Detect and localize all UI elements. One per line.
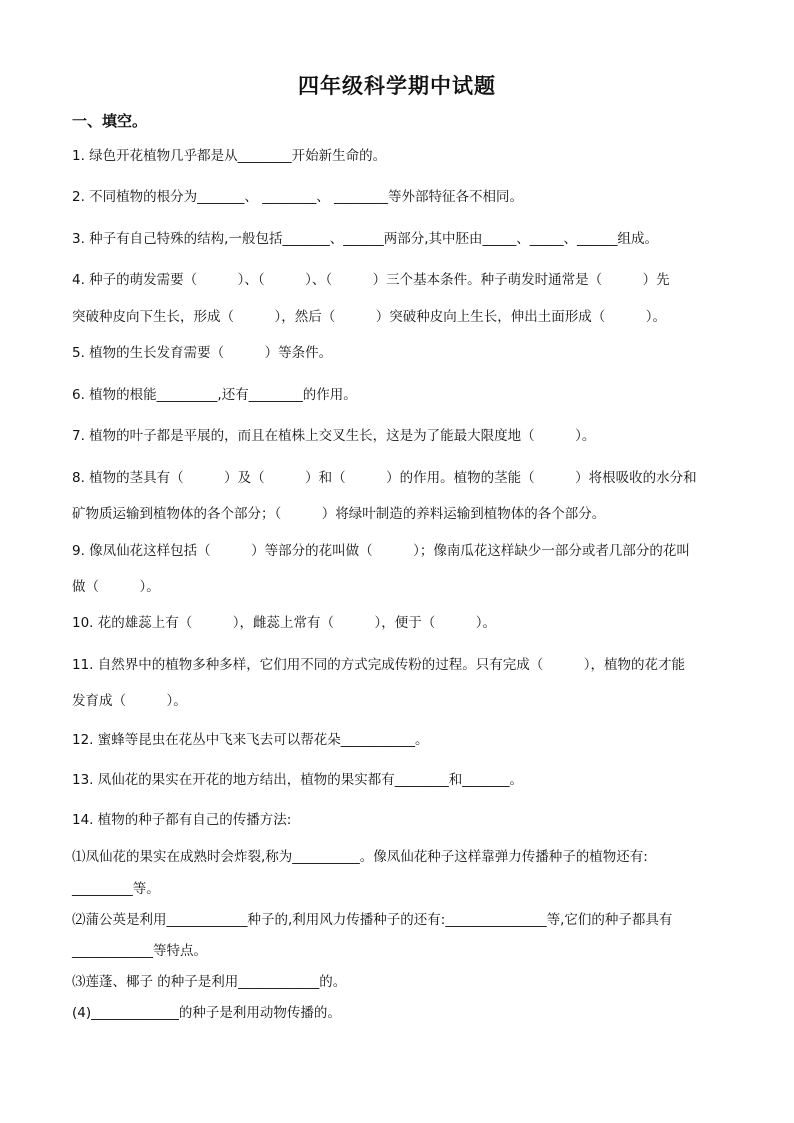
question-line: 1. 绿色开花植物几乎都是从________开始新生命的。 [72, 148, 387, 164]
question-line: 3. 种子有自己特殊的结构,一般包括_______、______两部分,其中胚由_____、_____、______组成。 [72, 231, 659, 247]
question-line: ⑵蒲公英是利用____________种子的,利用风力传播种子的还有:_______________等,它们的种子都具有 [72, 912, 673, 928]
question-line: 7. 植物的叶子都是平展的，而且在植株上交叉生长，这是为了能最大限度地（ ）。 [72, 428, 596, 444]
question-line: ⑴凤仙花的果实在成熟时会炸裂,称为__________。像凤仙花种子这样靠弹力传播种子的植物还有: [72, 849, 648, 865]
page-title: 四年级科学期中试题 [298, 73, 496, 98]
question-line: 矿物质运输到植物体的各个部分；（ ）将绿叶制造的养料运输到植物体的各个部分。 [72, 506, 606, 522]
question-line: _________等。 [72, 881, 160, 897]
question-line: 12. 蜜蜂等昆虫在花丛中飞来飞去可以帮花朵___________。 [72, 732, 429, 748]
question-line: 10. 花的雄蕊上有（ ），雌蕊上常有（ ），便于（ ）。 [72, 615, 497, 631]
question-line: 做（ ）。 [72, 579, 160, 595]
section-heading: 一、填空。 [72, 112, 148, 130]
question-line: 发育成（ ）。 [72, 693, 187, 709]
question-line: 13. 凤仙花的果实在开花的地方结出，植物的果实都有________和_______。 [72, 772, 524, 788]
question-line: 14. 植物的种子都有自己的传播方法: [72, 812, 292, 828]
question-line: 8. 植物的茎具有（ ）及（ ）和（ ）的作用。植物的茎能（ ）将根吸收的水分和 [72, 470, 697, 486]
question-line: 9. 像凤仙花这样包括（ ）等部分的花叫做（ ）；像南瓜花这样缺少一部分或者几部分的花叫 [72, 543, 690, 559]
question-line: 5. 植物的生长发育需要（ ）等条件。 [72, 345, 333, 361]
question-line: (4)_____________的种子是利用动物传播的。 [72, 1005, 341, 1021]
question-line: 突破种皮向下生长，形成（ ），然后（ ）突破种皮向上生长，伸出土面形成（ ）。 [72, 309, 666, 325]
question-line: 11. 自然界中的植物多种多样，它们用不同的方式完成传粉的过程。只有完成（ ），植物的花才能 [72, 657, 686, 673]
question-line: ⑶莲蓬、椰子 的种子是利用____________的。 [72, 974, 347, 990]
question-line: 2. 不同植物的根分为_______、 ________、 ________等外部特征各不相同。 [72, 189, 524, 205]
question-line: 6. 植物的根能_________,还有________的作用。 [72, 387, 357, 403]
question-line: ____________等特点。 [72, 943, 207, 959]
question-line: 4. 种子的萌发需要（ ）、（ ）、（ ）三个基本条件。种子萌发时通常是（ ）先 [72, 272, 670, 288]
